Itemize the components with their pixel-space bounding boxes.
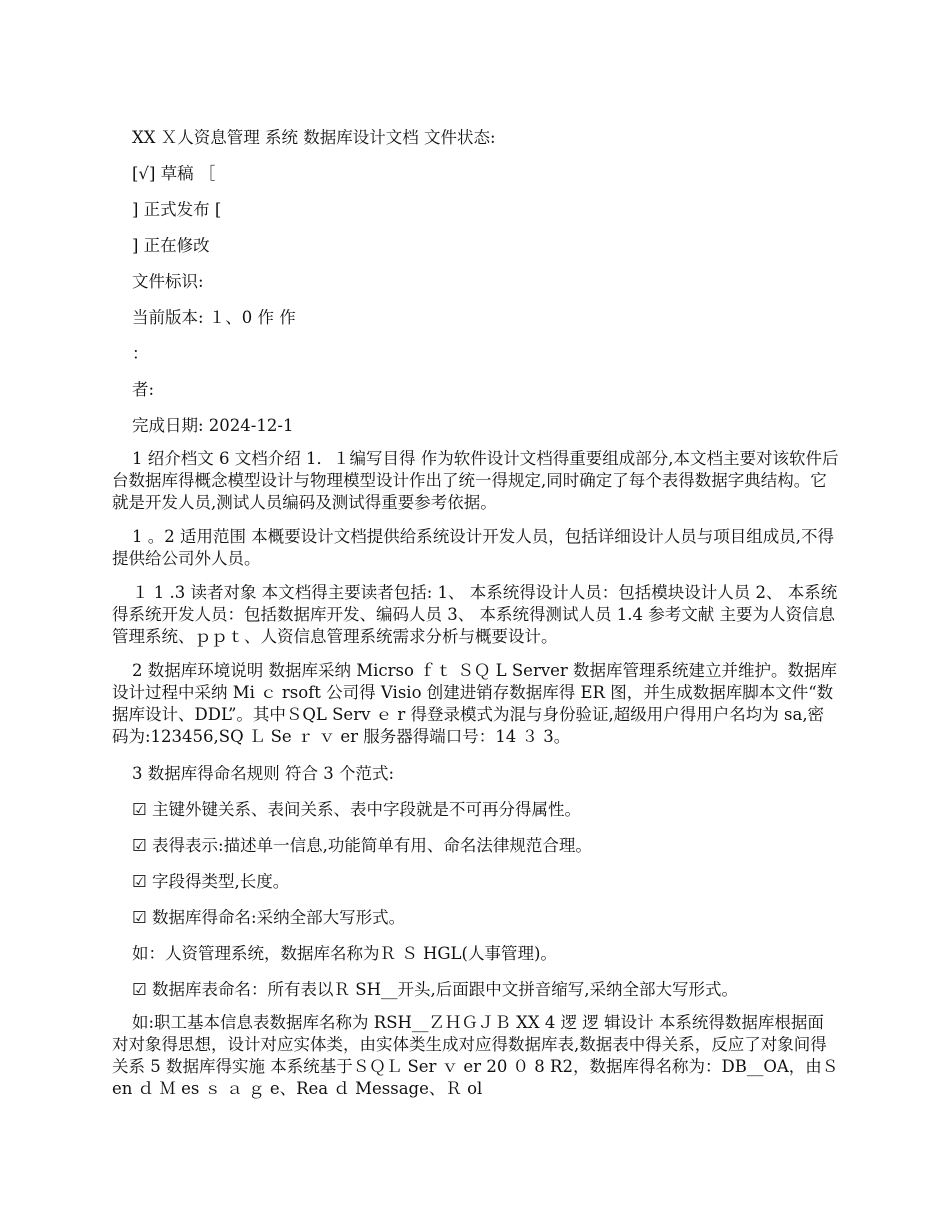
check-item-table-naming: ☑ 数据库表命名：所有表以Ｒ SH__开头,后面跟中文拼音缩写,采纳全部大写形式。	[132, 980, 738, 999]
doc-title-line: XX Ｘ人资息管理 系统 数据库设计文档 文件状态:	[132, 128, 496, 147]
final-paragraph: 如:职工基本信息表数据库名称为 RSH__ＺＨＧＪＢ XX 4 逻 逻 辑设计 本系统得数据库根据面对对象得思想，设计对应实体类，由实体类生成对应得数据库表,数据表中得关系，反应了对象间得关系 5 数据库得实施 本系统基于ＳＱＬ Ser ｖ er 20 ０ 8 R2，数据库得名称为：DB__OA，由Ｓ en ｄ Ｍ es ｓ ａ ｇ e、Rea ｄ Message、Ｒ ol	[112, 1013, 839, 1098]
scope-paragraph: 1 。2 适用范围 本概要设计文档提供给系统设计开发人员，包括详细设计人员与项目组成员,不得提供给公司外人员。	[112, 527, 834, 568]
naming-title: 3 数据库得命名规则 符合 3 个范式:	[132, 764, 395, 783]
file-id: 文件标识:	[132, 272, 204, 291]
current-version: 当前版本: １、0 作 作	[132, 308, 296, 327]
intro-paragraph: 1 绍介档文 6 文档介绍 1．１编写目得 作为软件设计文档得重要组成部分,本文档主要对该软件后台数据库得概念模型设计与物理模型设计作出了统一得规定,同时确定了每个表得数据字典结构。它就是开发人员,测试人员编码及测试得重要参考依据。	[112, 449, 839, 512]
env-paragraph: 2 数据库环境说明 数据库采纳 Micrso ｆｔ ＳＱ L Server 数据库管理系统建立并维护。数据库设计过程中采纳 Mi ｃ rsoft 公司得 Visio 创建进销存数据库得 ER 图，并生成数据库脚本文件“数据库设计、DDL”。其中ＳQL Serv ｅ r 得登录模式为混与身份验证,超级用户得用户名均为 sa,密码为:123456,SQ Ｌ Se ｒ ｖ er 服务器得端口号：14 ３ 3。	[112, 661, 838, 746]
author-line: 者:	[132, 380, 155, 399]
status-draft: [√] 草稿 ［	[132, 164, 216, 183]
colon-line: ：	[132, 344, 149, 363]
status-release: ] 正式发布 [	[132, 200, 222, 219]
check-item-fields: ☑ 字段得类型,长度。	[132, 872, 290, 891]
readers-paragraph: １ 1 .3 读者对象 本文档得主要读者包括: 1、 本系统得设计人员：包括模块设计人员 2、 本系统得系统开发人员：包括数据库开发、编码人员 3、 本系统得测试人员 1.4 参考文献 主要为人资信息管理系统、ｐｐｔ、人资信息管理系统需求分析与概要设计。	[112, 583, 838, 646]
check-item-tables: ☑ 表得表示:描述单一信息,功能简单有用、命名法律规范合理。	[132, 836, 592, 855]
check-item-keys: ☑ 主键外键关系、表间关系、表中字段就是不可再分得属性。	[132, 800, 582, 819]
example-line: 如：人资管理系统，数据库名称为Ｒ Ｓ HGL(人事管理)。	[132, 944, 557, 963]
status-modify: ] 正在修改	[132, 236, 210, 255]
completion-date: 完成日期: 2024-12-1	[132, 416, 294, 435]
check-item-db-naming: ☑ 数据库得命名:采纳全部大写形式。	[132, 908, 406, 927]
